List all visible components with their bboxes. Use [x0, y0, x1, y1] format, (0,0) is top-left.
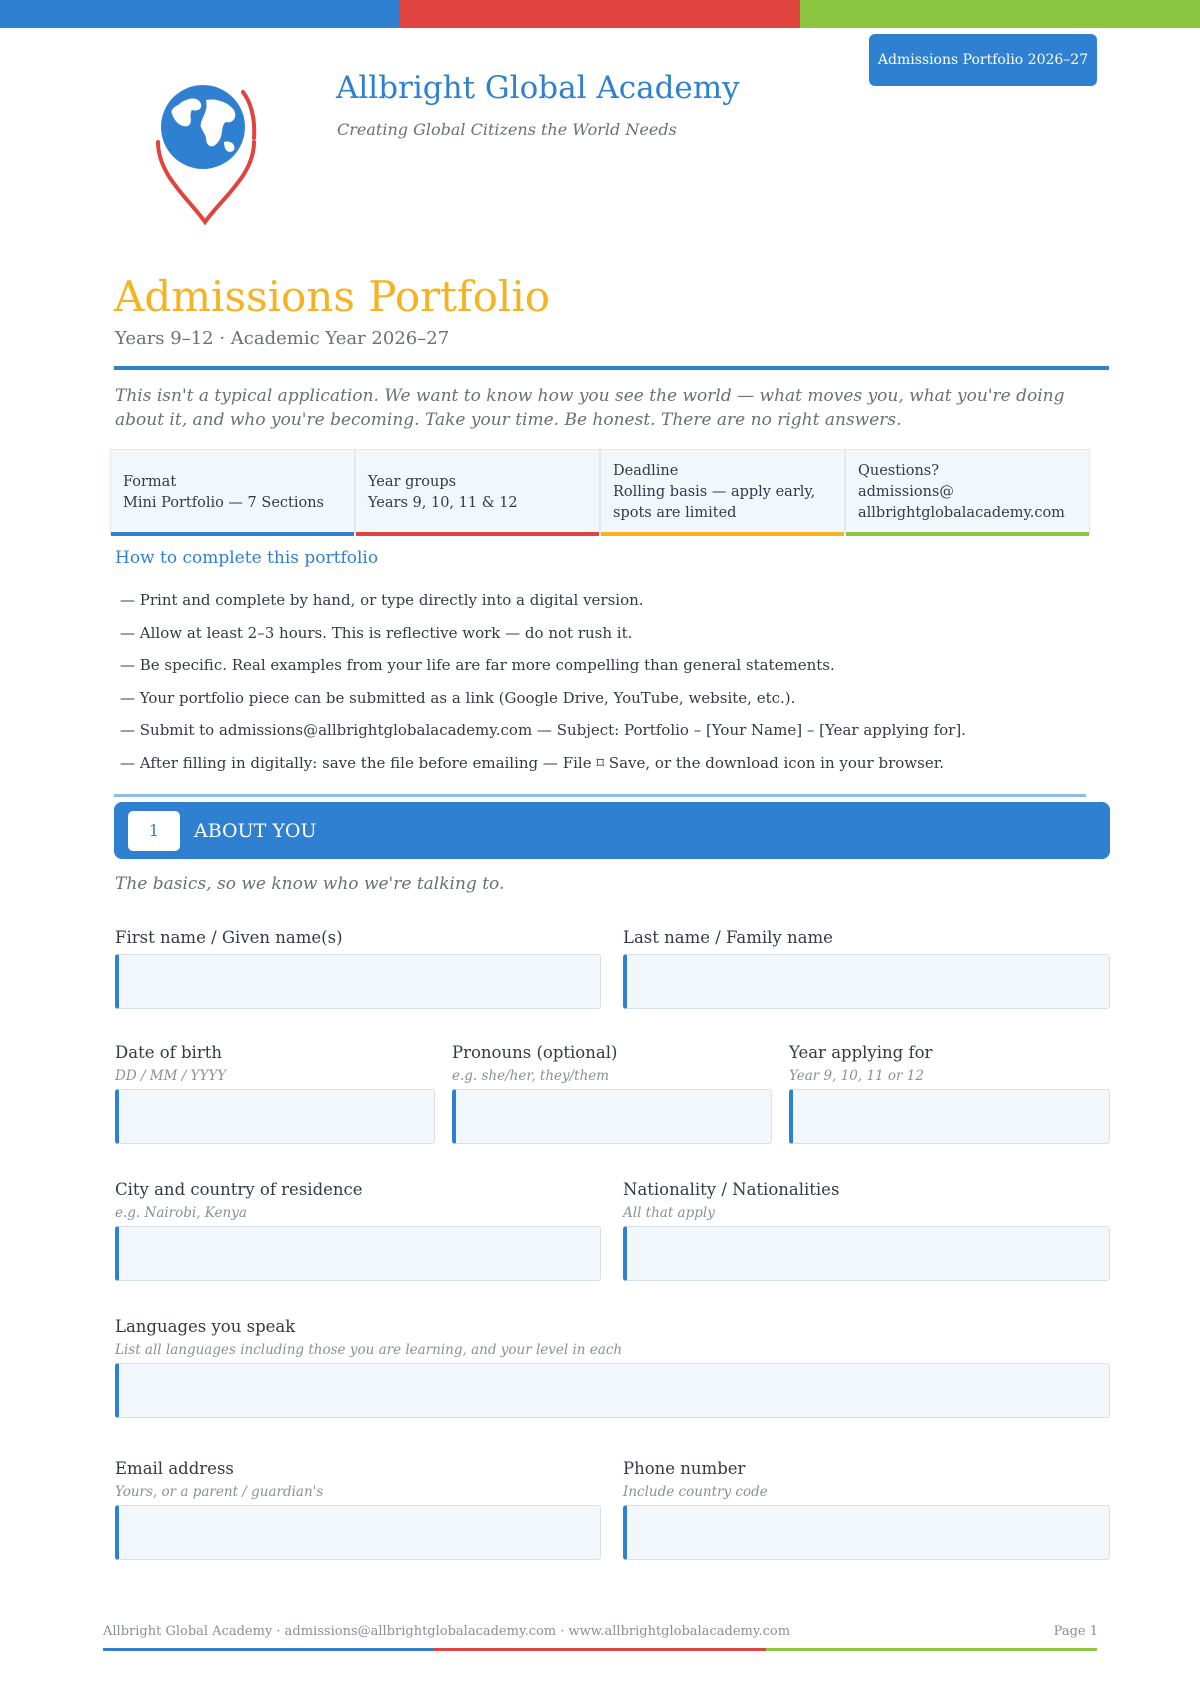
howto-heading: How to complete this portfolio: [115, 548, 379, 568]
field-label: City and country of residence: [115, 1180, 363, 1199]
list-item: — Print and complete by hand, or type directly into a digital version.: [120, 591, 644, 609]
phone-field: [623, 1457, 1110, 1502]
languages-field: [115, 1315, 1110, 1360]
field-label: Pronouns (optional): [452, 1043, 618, 1062]
section-divider: [114, 794, 1086, 797]
page-number: Page 1: [1053, 1624, 1098, 1639]
year-applying-field: [789, 1041, 1110, 1086]
last-name-input[interactable]: [623, 954, 1110, 1009]
info-value: admissions@ allbrightglobalacademy.com: [858, 484, 1065, 521]
field-hint: Year 9, 10, 11 or 12: [789, 1068, 924, 1084]
info-underline: [111, 532, 354, 536]
info-underline: [601, 532, 844, 536]
pronouns-input[interactable]: [452, 1089, 772, 1144]
info-label: Year groups: [368, 473, 457, 490]
list-item: — Be specific. Real examples from your life are far more compelling than general statements.: [120, 656, 835, 675]
portfolio-badge: Admissions Portfolio 2026–27: [869, 34, 1097, 86]
footer-bar-blue: [103, 1648, 434, 1651]
field-hint: e.g. she/her, they/them: [452, 1068, 610, 1084]
info-label: Deadline: [613, 463, 679, 479]
section-title: ABOUT YOU: [194, 819, 317, 842]
info-cell-deadline: [600, 449, 845, 535]
document-subtitle: Years 9–12 · Academic Year 2026–27: [115, 328, 450, 349]
first-name-field: [115, 926, 601, 950]
top-color-bar: [0, 0, 1200, 28]
info-underline: [846, 532, 1089, 536]
field-hint: Yours, or a parent / guardian's: [115, 1484, 324, 1500]
nationality-input[interactable]: [623, 1226, 1110, 1281]
info-cell-questions: [845, 449, 1090, 535]
field-hint: Include country code: [623, 1484, 768, 1500]
dob-input[interactable]: [115, 1089, 435, 1144]
footer-color-bar: [103, 1648, 1097, 1651]
intro-paragraph: This isn't a typical application. We want to know how you see the world — what moves you, what you're doing about it, and who you're becoming. Take your time. Be honest. There are no right answers.: [115, 386, 1065, 430]
field-label: Email address: [115, 1459, 234, 1478]
last-name-field: [623, 926, 1110, 950]
list-item: — After filling in digitally: save the file before emailing — File ⌑ Save, or the download icon in your browser.: [120, 753, 944, 772]
school-name: Allbright Global Academy: [336, 70, 740, 106]
field-label: Nationality / Nationalities: [623, 1180, 840, 1199]
info-cell-year-groups: [355, 449, 600, 535]
field-label: First name / Given name(s): [115, 928, 343, 947]
footer-bar-green: [766, 1648, 1097, 1651]
footer-text: Allbright Global Academy · admissions@allbrightglobalacademy.com · www.allbrightglobalacademy.com: [103, 1624, 791, 1639]
school-tagline: Creating Global Citizens the World Needs: [337, 120, 677, 139]
info-value: Rolling basis — apply early, spots are limited: [613, 484, 816, 521]
phone-input[interactable]: [623, 1505, 1110, 1560]
city-field: [115, 1178, 601, 1223]
field-hint: List all languages including those you are learning, and your level in each: [115, 1342, 623, 1358]
first-name-input[interactable]: [115, 954, 601, 1009]
email-field: [115, 1457, 601, 1502]
field-label: Last name / Family name: [623, 928, 833, 947]
document-title: Admissions Portfolio: [114, 272, 551, 321]
languages-input[interactable]: [115, 1363, 1110, 1418]
top-bar-blue: [0, 0, 400, 28]
section-header-about-you: [114, 802, 1110, 859]
year-applying-input[interactable]: [789, 1089, 1110, 1144]
dob-field: [115, 1041, 435, 1086]
footer-bar-red: [434, 1648, 765, 1651]
field-hint: e.g. Nairobi, Kenya: [115, 1205, 247, 1221]
field-hint: All that apply: [623, 1205, 715, 1221]
section-number: 1: [128, 811, 180, 851]
title-divider: [114, 366, 1109, 370]
field-label: Languages you speak: [115, 1317, 296, 1336]
globe-pin-icon: [148, 80, 266, 230]
info-label: Format: [123, 473, 177, 490]
top-bar-red: [400, 0, 800, 28]
pronouns-field: [452, 1041, 772, 1086]
info-table: [110, 449, 1090, 535]
info-label: Questions?: [858, 463, 939, 479]
info-value: Years 9, 10, 11 & 12: [368, 494, 518, 511]
field-label: Phone number: [623, 1459, 746, 1478]
info-value: Mini Portfolio — 7 Sections: [123, 494, 324, 511]
list-item: — Your portfolio piece can be submitted as a link (Google Drive, YouTube, website, etc.).: [120, 688, 796, 707]
top-bar-green: [800, 0, 1200, 28]
field-hint: DD / MM / YYYY: [115, 1068, 227, 1084]
nationality-field: [623, 1178, 1110, 1223]
list-item: — Allow at least 2–3 hours. This is reflective work — do not rush it.: [120, 623, 633, 642]
list-item: — Submit to admissions@allbrightglobalacademy.com — Subject: Portfolio – [Your Name] – [Year applying for].: [120, 721, 966, 740]
field-label: Year applying for: [789, 1043, 933, 1062]
field-label: Date of birth: [115, 1043, 222, 1062]
section-description: The basics, so we know who we're talking to.: [115, 874, 505, 894]
email-input[interactable]: [115, 1505, 601, 1560]
city-input[interactable]: [115, 1226, 601, 1281]
howto-list: [120, 584, 1120, 780]
info-cell-format: [110, 449, 355, 535]
info-underline: [356, 532, 599, 536]
